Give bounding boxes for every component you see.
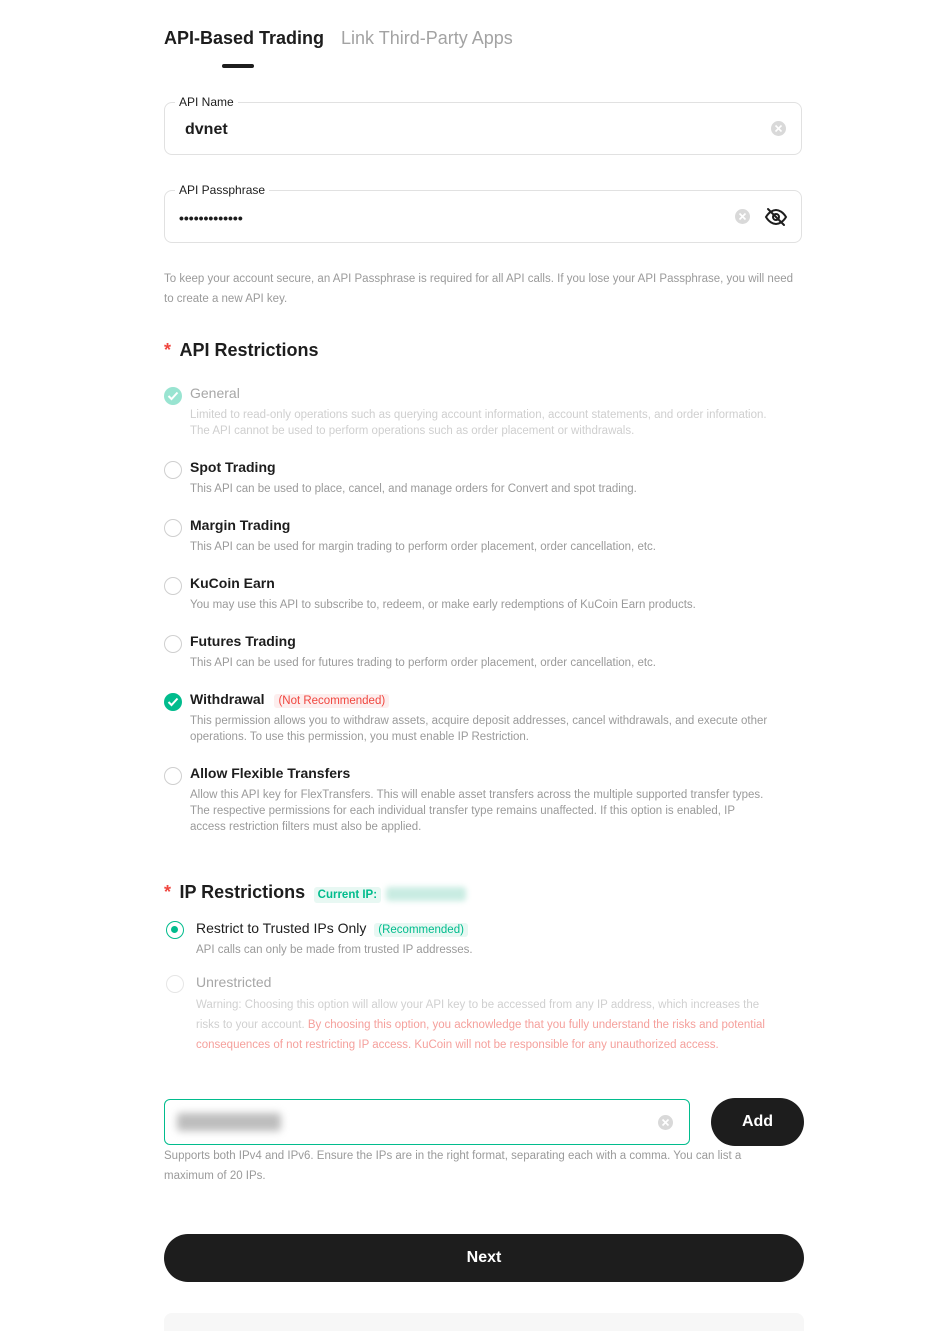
bottom-panel bbox=[164, 1313, 804, 1331]
flexible-transfers-checkbox[interactable] bbox=[164, 767, 182, 785]
api-name-label: API Name bbox=[175, 94, 238, 110]
current-ip-value-redacted bbox=[386, 887, 466, 901]
ip-restrictions-heading bbox=[164, 882, 466, 903]
unrestricted-warning: Warning: Choosing this option will allow your API key to be accessed from any IP address, which increases the risks to your account. bbox=[196, 999, 760, 1031]
trusted-ips-title-row[interactable] bbox=[196, 920, 468, 936]
margin-trading-title[interactable]: Margin Trading bbox=[190, 517, 291, 533]
withdrawal-title[interactable]: Withdrawal bbox=[190, 691, 265, 707]
eye-off-icon[interactable] bbox=[764, 205, 788, 229]
api-passphrase-label: API Passphrase bbox=[175, 182, 269, 198]
ip-address-value-redacted[interactable] bbox=[177, 1113, 281, 1131]
spot-trading-desc: This API can be used to place, cancel, and manage orders for Convert and spot trading. bbox=[190, 483, 637, 495]
ip-address-input[interactable] bbox=[164, 1099, 690, 1145]
trusted-ips-desc: API calls can only be made from trusted IP addresses. bbox=[196, 944, 473, 956]
kucoin-earn-checkbox[interactable] bbox=[164, 577, 182, 595]
withdrawal-desc: This permission allows you to withdraw assets, acquire deposit addresses, cancel withdrawals, and execute other operations. To use this permission, you must enable IP Restriction. bbox=[190, 715, 768, 743]
spot-trading-checkbox[interactable] bbox=[164, 461, 182, 479]
api-passphrase-field[interactable] bbox=[164, 183, 802, 243]
spot-trading-title[interactable]: Spot Trading bbox=[190, 459, 276, 475]
api-restrictions-title: API Restrictions bbox=[179, 340, 319, 360]
api-passphrase-value[interactable]: ••••••••••••• bbox=[179, 210, 243, 226]
clear-icon[interactable] bbox=[658, 1115, 673, 1130]
tab-api-based-trading[interactable]: API-Based Trading bbox=[164, 28, 325, 48]
margin-trading-checkbox[interactable] bbox=[164, 519, 182, 537]
general-desc: Limited to read-only operations such as querying account information, account statements, and order information. The API cannot be used to perform operations such as order placement or withdrawals. bbox=[190, 409, 767, 437]
unrestricted-radio bbox=[166, 975, 184, 993]
passphrase-note: To keep your account secure, an API Passphrase is required for all API calls. If you lose your API Passphrase, you will need to create a new API key. bbox=[164, 273, 794, 305]
trusted-ips-radio[interactable] bbox=[166, 921, 184, 939]
withdrawal-checkbox[interactable] bbox=[164, 693, 182, 711]
futures-trading-title[interactable]: Futures Trading bbox=[190, 633, 296, 649]
ip-restrictions-title: IP Restrictions bbox=[179, 882, 306, 902]
margin-trading-desc: This API can be used for margin trading to perform order placement, order cancellation, etc. bbox=[190, 541, 656, 553]
current-ip-label: Current IP: bbox=[314, 887, 381, 903]
next-button[interactable]: Next bbox=[164, 1234, 804, 1282]
api-name-field[interactable] bbox=[164, 95, 802, 155]
tab-link-third-party-apps[interactable]: Link Third-Party Apps bbox=[341, 28, 513, 48]
clear-icon[interactable] bbox=[771, 121, 786, 136]
required-asterisk: * bbox=[164, 882, 172, 902]
unrestricted-risk-ack: By choosing this option, you acknowledge that you fully understand the risks and potential consequences of not restricting IP access. KuCoin will not be responsible for any unauthorized access. bbox=[196, 1019, 765, 1051]
unrestricted-title: Unrestricted bbox=[196, 974, 272, 990]
general-title: General bbox=[190, 385, 240, 401]
futures-trading-desc: This API can be used for futures trading to perform order placement, order cancellation, etc. bbox=[190, 657, 656, 669]
not-recommended-badge: (Not Recommended) bbox=[274, 694, 389, 708]
ip-input-note: Supports both IPv4 and IPv6. Ensure the IPs are in the right format, separating each with a comma. You can list a maximum of 20 IPs. bbox=[164, 1150, 742, 1182]
unrestricted-desc bbox=[196, 995, 776, 1055]
api-name-value[interactable]: dvnet bbox=[185, 121, 228, 138]
required-asterisk: * bbox=[164, 340, 172, 360]
withdrawal-title-row[interactable] bbox=[190, 691, 389, 707]
api-restrictions-heading bbox=[164, 340, 319, 361]
flexible-transfers-desc: Allow this API key for FlexTransfers. This will enable asset transfers across the multiple supported transfer types. The respective permissions for each individual transfer type remains unaffected. If this option is enabled, IP access restriction filters must also be applied. bbox=[190, 789, 764, 833]
trusted-ips-title[interactable]: Restrict to Trusted IPs Only bbox=[196, 920, 367, 936]
active-tab-indicator bbox=[222, 64, 254, 68]
clear-icon[interactable] bbox=[735, 209, 750, 224]
futures-trading-checkbox[interactable] bbox=[164, 635, 182, 653]
kucoin-earn-title[interactable]: KuCoin Earn bbox=[190, 575, 275, 591]
add-ip-button[interactable]: Add bbox=[711, 1098, 804, 1146]
general-checkbox bbox=[164, 387, 182, 405]
flexible-transfers-title[interactable]: Allow Flexible Transfers bbox=[190, 765, 351, 781]
recommended-badge: (Recommended) bbox=[374, 923, 468, 937]
kucoin-earn-desc: You may use this API to subscribe to, redeem, or make early redemptions of KuCoin Earn products. bbox=[190, 599, 696, 611]
